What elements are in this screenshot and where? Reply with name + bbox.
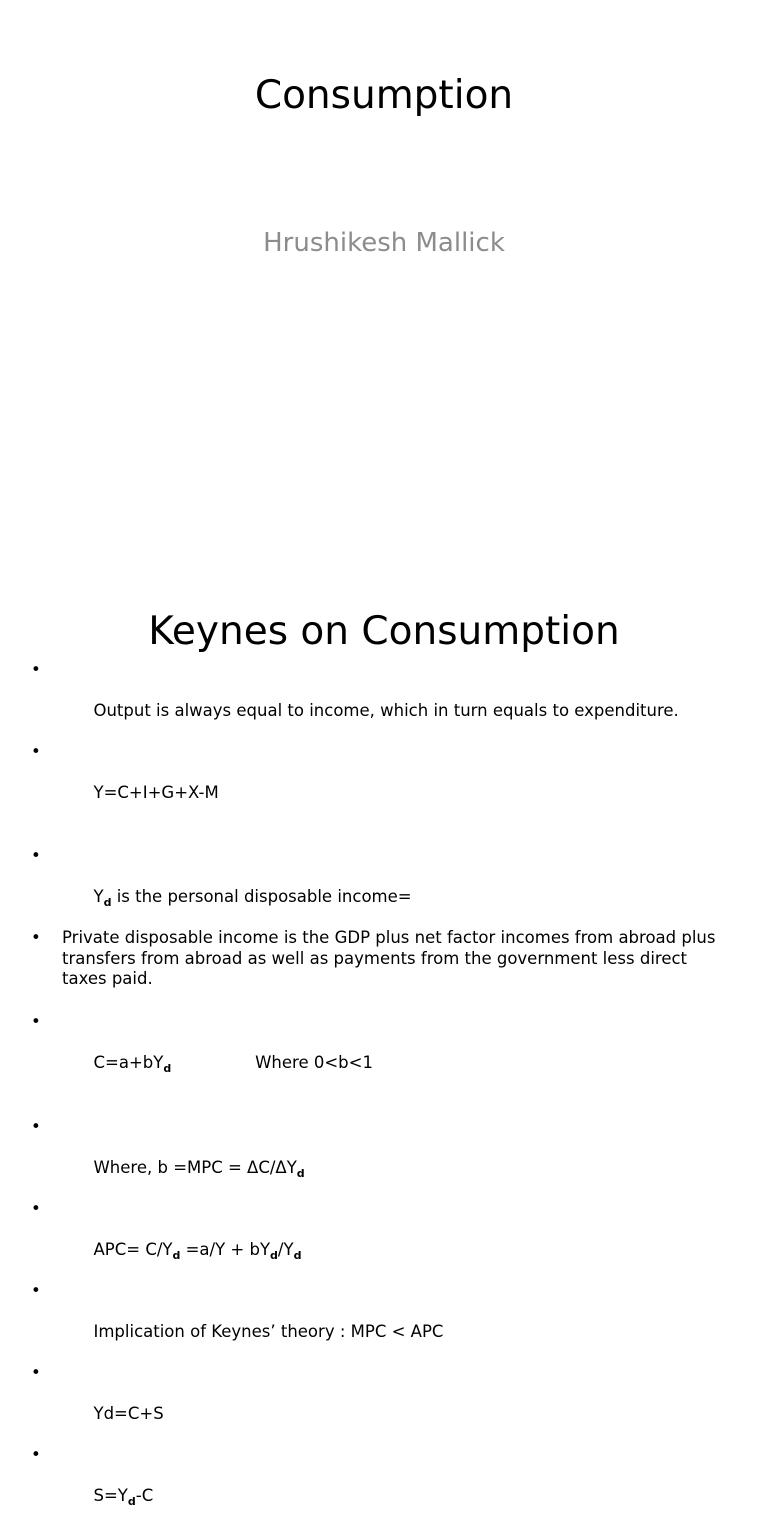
bullet-text: Private disposable income is the GDP plus net factor incomes from abroad plus transfers from abroad as well as payments from the government less direct taxes paid. — [62, 928, 716, 988]
equation-text: Where, b =MPC = ΔC/ΔY — [93, 1157, 297, 1177]
equation-text: S=Y — [93, 1485, 128, 1505]
title-slide — [0, 0, 768, 576]
bullet-icon: • — [31, 1362, 41, 1382]
equation-text: APC= C/Y — [93, 1239, 173, 1259]
subscript: d — [296, 1166, 305, 1180]
bullet-icon: • — [31, 928, 41, 947]
equation-text: Yd=C+S — [93, 1403, 164, 1423]
bullet-icon: • — [31, 1011, 41, 1031]
bullet-text: Implication of Keynes’ theory : MPC < APC — [93, 1321, 444, 1341]
slide-title: Consumption — [254, 73, 514, 118]
bullet-list — [0, 660, 768, 1527]
bullet-text: Y — [93, 887, 104, 906]
equation-text: Y=C+I+G+X-M — [93, 783, 219, 802]
equation-text: =a/Y + bY — [180, 1239, 271, 1259]
author-name: Hrushikesh Mallick — [263, 228, 505, 258]
subscript: d — [163, 1061, 172, 1075]
subscript: d — [172, 1248, 181, 1262]
bullet-text: Output is always equal to income, which in turn equals to expenditure. — [93, 701, 679, 720]
subscript: d — [127, 1494, 136, 1508]
subscript: d — [293, 1248, 302, 1262]
bullet-icon: • — [31, 846, 41, 865]
bullet-text: is the personal disposable income= — [111, 887, 412, 906]
bullet-icon: • — [31, 1116, 41, 1136]
equation-text: /Y — [277, 1239, 294, 1259]
list-item — [0, 1363, 768, 1445]
bullet-icon: • — [31, 660, 41, 679]
list-item — [0, 1199, 768, 1281]
equation-text: -C — [135, 1485, 154, 1505]
list-item — [0, 846, 768, 928]
condition-text: Where 0<b<1 — [171, 1052, 373, 1072]
list-item — [0, 1117, 768, 1199]
bullet-icon: • — [31, 1280, 41, 1300]
slide-title: Keynes on Consumption — [148, 609, 620, 654]
bullet-icon: • — [31, 1444, 41, 1464]
bullet-icon: • — [31, 742, 41, 761]
list-item — [0, 1281, 768, 1363]
equation-text: C=a+bY — [93, 1052, 164, 1072]
list-item — [0, 1445, 768, 1527]
list-item — [0, 660, 768, 742]
list-item — [0, 742, 768, 824]
list-item — [0, 1012, 768, 1094]
list-item — [0, 928, 768, 990]
subscript: d — [270, 1248, 278, 1262]
bullet-icon: • — [31, 1198, 41, 1218]
subscript: d — [103, 896, 112, 909]
